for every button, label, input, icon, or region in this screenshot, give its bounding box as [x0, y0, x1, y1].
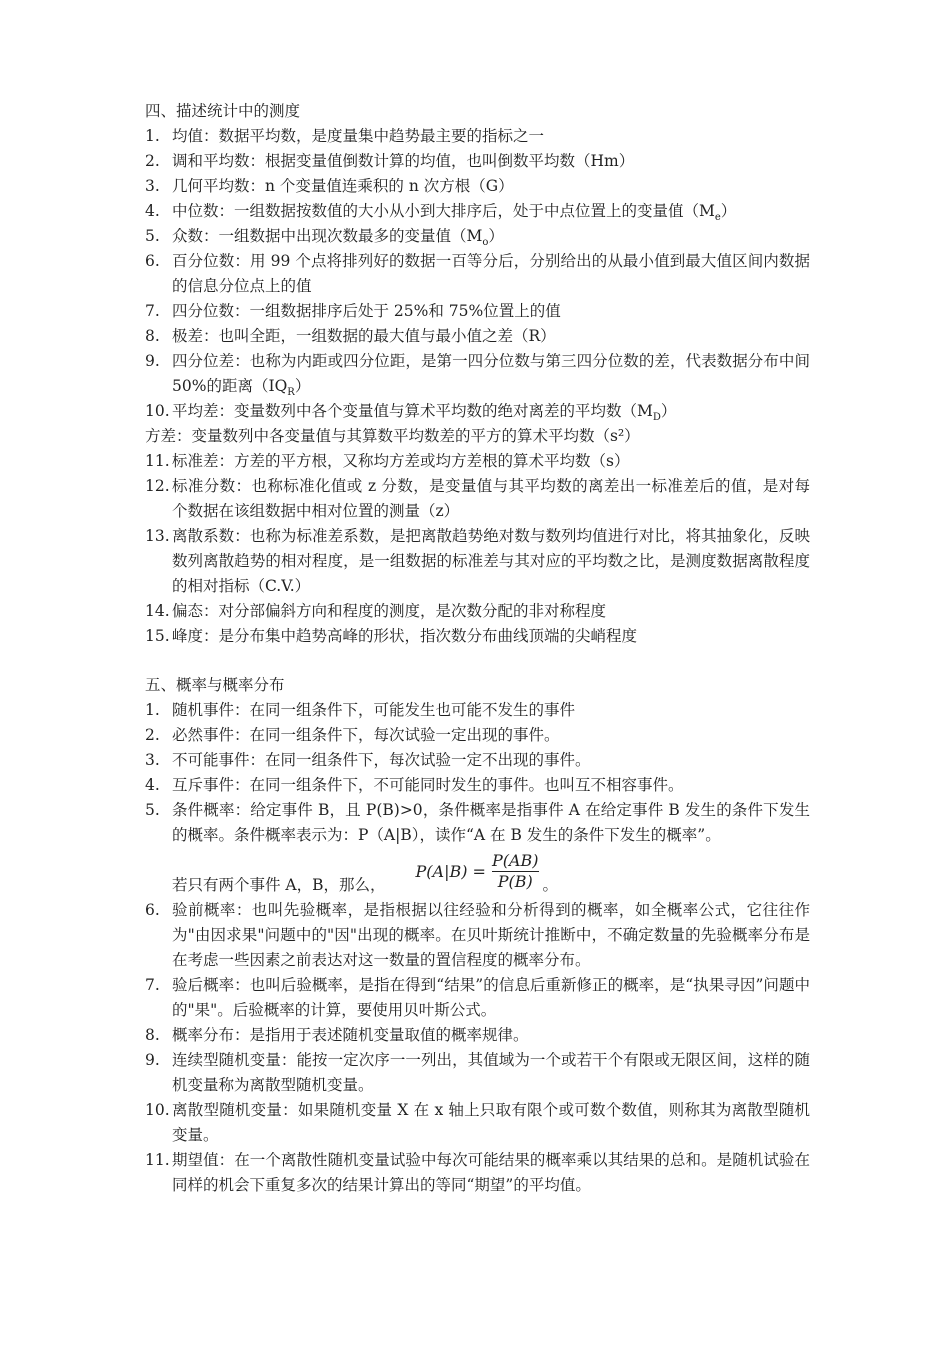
list-item	[145, 224, 810, 249]
item-text: 调和平均数：根据变量值倒数计算的均值，也叫倒数平均数（Hm）	[172, 152, 635, 170]
item-text: 连续型随机变量：能按一定次序一一列出，其值域为一个或若干个有限或无限区间，这样的随机变量称为离散型随机变量。	[172, 1051, 810, 1094]
list-item	[145, 124, 810, 149]
section-5-list-continued	[145, 898, 810, 1198]
item-text: 验后概率：也叫后验概率，是指在得到“结果”的信息后重新修正的概率，是“执果寻因”问题中的"果"。后验概率的计算，要使用贝叶斯公式。	[172, 976, 810, 1019]
item-number: 7.	[145, 976, 160, 994]
formula-numerator: P(AB)	[491, 851, 539, 870]
section-4-list	[145, 124, 810, 424]
section-4-list-continued	[145, 449, 810, 649]
item-text: 随机事件：在同一组条件下，可能发生也可能不发生的事件	[172, 701, 576, 719]
section-5-title: 五、概率与概率分布	[145, 676, 285, 694]
list-item	[145, 299, 810, 324]
section-gap	[145, 649, 810, 673]
item-text: 众数：一组数据中出现次数最多的变量值$(M_o)$	[172, 227, 504, 249]
item-number: 8.	[145, 1026, 160, 1044]
section-4-title: 四、描述统计中的测度	[145, 102, 301, 120]
section-5-list	[145, 698, 810, 798]
formula-row	[172, 848, 810, 898]
item-number: 15.	[145, 627, 170, 645]
list-item	[145, 474, 810, 524]
item-number: 4.	[145, 202, 160, 220]
list-item	[145, 773, 810, 798]
item-number: 10.	[145, 402, 170, 420]
list-item	[145, 249, 810, 299]
item-text: 四分位数：一组数据排序后处于 25%和 75%位置上的值	[172, 302, 561, 320]
item-text: 互斥事件：在同一组条件下，不可能同时发生的事件。也叫互不相容事件。	[172, 776, 684, 794]
list-item	[145, 723, 810, 748]
item-number: 5.	[145, 227, 160, 245]
list-item	[145, 349, 810, 399]
item-text: 离散系数：也称为标准差系数，是把离散趋势绝对数与数列均值进行对比，将其抽象化，反映数列离散趋势的相对程度，是一组数据的标准差与其对应的平均数之比，是测度数据离散程度的相对指标（C.V.）	[172, 527, 810, 595]
list-item	[145, 324, 810, 349]
list-item	[145, 973, 810, 1023]
formula-lead-text: 若只有两个事件 A，B，那么，	[172, 876, 386, 894]
formula-lhs: P(A|B) =	[415, 862, 486, 881]
item-text: 均值：数据平均数，是度量集中趋势最主要的指标之一	[172, 127, 545, 145]
conditional-probability-formula	[416, 851, 539, 892]
item-text: 平均差：变量数列中各个变量值与算术平均数的绝对离差的平均数$(M_D)$	[172, 402, 677, 424]
item-text: 验前概率：也叫先验概率，是指根据以往经验和分析得到的概率，如全概率公式，它往往作为"由因求果"问题中的"因"出现的概率。在贝叶斯统计推断中，不确定数量的先验概率分布是在考虑一些因素之前表达对这一数量的置信程度的概率分布。	[172, 901, 810, 969]
item-number: 1.	[145, 701, 160, 719]
item-text: 偏态：对分部偏斜方向和程度的测度，是次数分配的非对称程度	[172, 602, 607, 620]
item-number: 3.	[145, 751, 160, 769]
item-number: 9.	[145, 1051, 160, 1069]
item-subscript: R	[287, 387, 295, 399]
item-number: 11.	[145, 1151, 170, 1169]
formula-denominator: P(B)	[497, 872, 533, 891]
item-text: 概率分布：是指用于表述随机变量取值的概率规律。	[172, 1026, 529, 1044]
item-subscript: D	[652, 412, 661, 424]
list-item	[145, 898, 810, 973]
item-number: 3.	[145, 177, 160, 195]
item-number: 13.	[145, 527, 170, 545]
item-text: 标准差：方差的平方根，又称均方差或均方差根的算术平均数（s）	[172, 452, 630, 470]
list-item	[145, 174, 810, 199]
item-text: 极差：也叫全距，一组数据的最大值与最小值之差（R）	[172, 327, 556, 345]
list-item	[145, 399, 810, 424]
list-item	[145, 698, 810, 723]
item-text: 标准分数：也称标准化值或 z 分数，是变量值与其平均数的离差出一标准差后的值，是对每个数据在该组数据中相对位置的测量（z）	[172, 477, 810, 520]
item-text: 中位数：一组数据按数值的大小从小到大排序后，处于中点位置上的变量值$(M_e)$	[172, 202, 737, 224]
item-number: 12.	[145, 477, 170, 495]
formula-tail: 。	[542, 876, 559, 894]
item-number: 6.	[145, 252, 160, 270]
document-page	[145, 99, 810, 1198]
list-item	[145, 748, 810, 773]
item-text: 必然事件：在同一组条件下，每次试验一定出现的事件。	[172, 726, 560, 744]
item-text: 离散型随机变量：如果随机变量 X 在 x 轴上只取有限个或可数个数值，则称其为离散型随机变量。	[172, 1101, 810, 1144]
conditional-probability-text: 条件概率：给定事件 B，且 P(B)>0，条件概率是指事件 A 在给定事件 B 发生的条件下发生的概率。条件概率表示为：P（A|B），读作“A 在 B 发生的条件下发生的概率”。	[172, 801, 810, 844]
list-item	[145, 1098, 810, 1148]
item-number: 6.	[145, 901, 160, 919]
item-number: 10.	[145, 1101, 170, 1119]
list-item	[145, 149, 810, 174]
item-text	[172, 798, 810, 898]
item-number: 7.	[145, 302, 160, 320]
item-text: 几何平均数：n 个变量值连乘积的 n 次方根（G）	[172, 177, 514, 195]
item-number: 8.	[145, 327, 160, 345]
list-item	[145, 1048, 810, 1098]
list-item	[145, 624, 810, 649]
list-item	[145, 599, 810, 624]
list-item	[145, 1148, 810, 1198]
item-text: 不可能事件：在同一组条件下，每次试验一定不出现的事件。	[172, 751, 591, 769]
item-number: 14.	[145, 602, 170, 620]
item-subscript: e	[714, 212, 721, 224]
item-number: 5.	[145, 801, 160, 819]
item-text: 百分位数：用 99 个点将排列好的数据一百等分后，分别给出的从最小值到最大值区间内数据的信息分位点上的值	[172, 252, 810, 295]
list-item	[145, 798, 810, 898]
list-item	[145, 199, 810, 224]
list-item	[145, 1023, 810, 1048]
list-item	[145, 524, 810, 599]
item-number: 4.	[145, 776, 160, 794]
variance-definition: 方差：变量数列中各变量值与其算数平均数差的平方的算术平均数（s²）	[145, 427, 640, 445]
item-number: 2.	[145, 152, 160, 170]
item-number: 1.	[145, 127, 160, 145]
item-text: 四分位差：也称为内距或四分位距，是第一四分位数与第三四分位数的差，代表数据分布中间 50%的距离$(IQ_R)$	[172, 352, 810, 399]
item-number: 9.	[145, 352, 160, 370]
formula-fraction	[492, 851, 539, 892]
item-number: 2.	[145, 726, 160, 744]
item-text: 期望值：在一个离散性随机变量试验中每次可能结果的概率乘以其结果的总和。是随机试验在同样的机会下重复多次的结果计算出的等同“期望”的平均值。	[172, 1151, 810, 1194]
item-text: 峰度：是分布集中趋势高峰的形状，指次数分布曲线顶端的尖峭程度	[172, 627, 638, 645]
item-subscript: o	[482, 237, 489, 249]
list-item	[145, 449, 810, 474]
item-number: 11.	[145, 452, 170, 470]
